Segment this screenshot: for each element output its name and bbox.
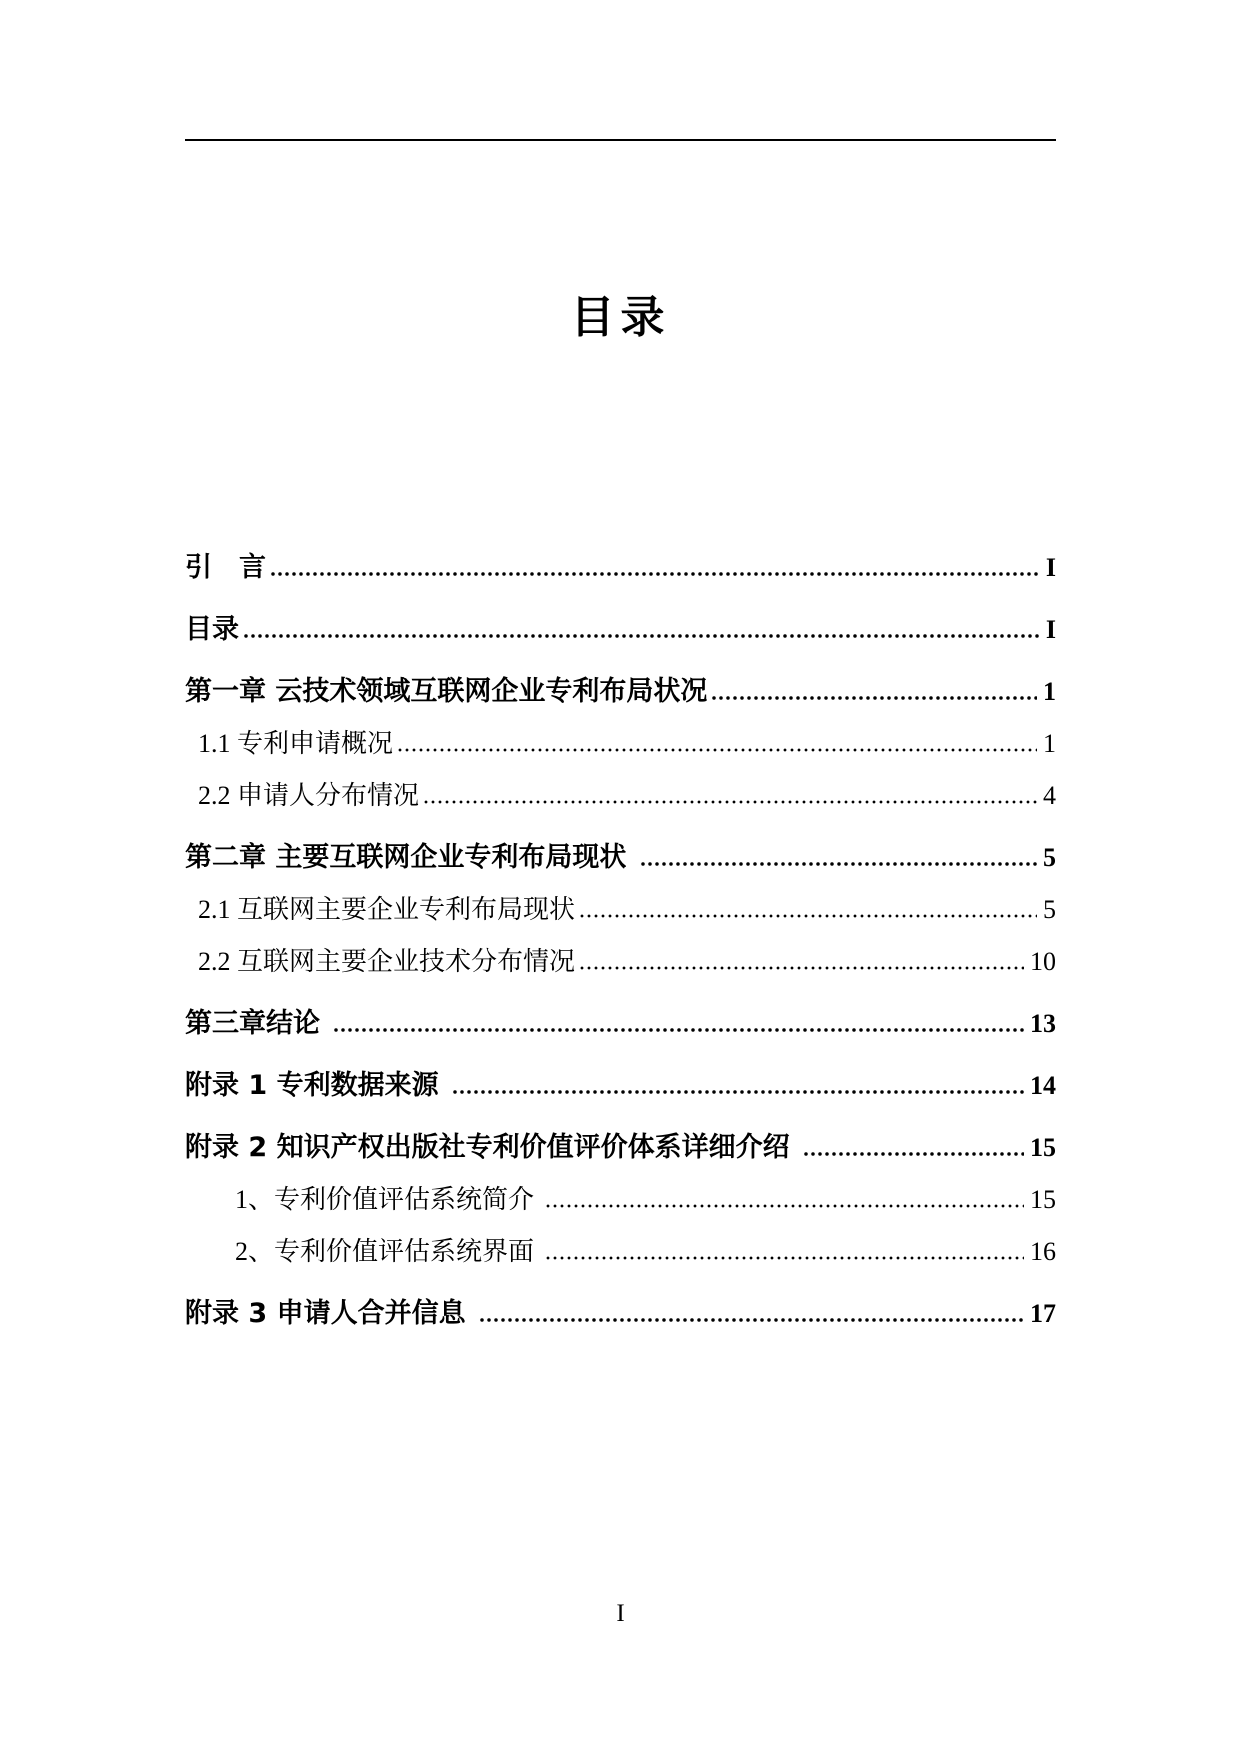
toc-entry[interactable] [185,678,1056,706]
dot-leader [545,1253,1024,1263]
toc-entry-label: 1、专利价值评估系统简介 [235,1185,541,1214]
page-title: 目录 [570,292,671,343]
toc-entry-label: 2.2 互联网主要企业技术分布情况 [198,947,576,976]
toc-page-number: 13 [1030,1009,1056,1038]
toc-entry-label: 附录 1 专利数据来源 [185,1070,448,1101]
dot-leader [479,1315,1024,1325]
toc-page-number: I [1045,615,1056,644]
toc-entry-label: 第一章 云技术领域互联网企业专利布局状况 [185,676,708,707]
toc-page-number: 5 [1043,895,1056,924]
toc-entry[interactable] [185,554,1056,582]
toc-entry-label: 第二章 主要互联网企业专利布局现状 [185,842,636,873]
dot-leader [423,797,1037,807]
toc-entry[interactable] [235,1186,1056,1214]
toc-entry[interactable] [185,1300,1056,1328]
dot-leader [579,911,1037,921]
toc-entry[interactable] [235,1238,1056,1266]
toc-page-number: 1 [1043,677,1056,706]
toc-entry-label: 第三章结论 [185,1008,330,1039]
toc-entry-label: 附录 3 申请人合并信息 [185,1298,475,1329]
footer-page-number: I [616,1600,625,1627]
dot-leader [452,1087,1024,1097]
dot-leader [333,1025,1024,1035]
toc-page-number: I [1045,553,1056,582]
toc-entry-label: 附录 2 知识产权出版社专利价值评价体系详细介绍 [185,1132,799,1163]
header-rule [185,139,1056,141]
dot-leader [803,1149,1024,1159]
dot-leader [243,631,1040,641]
toc-entry[interactable] [198,730,1056,758]
toc-entry-label: 目录 [185,614,239,645]
toc-page-number: 5 [1043,843,1056,872]
toc-page-number: 17 [1030,1299,1056,1328]
toc-entry[interactable] [198,896,1056,924]
toc-page-number: 15 [1030,1185,1056,1214]
toc-entry-label: 2、专利价值评估系统界面 [235,1237,541,1266]
toc-entry-label: 2.2 申请人分布情况 [198,781,420,810]
dot-leader [579,963,1024,973]
toc-page-number: 4 [1043,781,1056,810]
toc-entry[interactable] [185,1072,1056,1100]
toc-page-number: 15 [1030,1133,1056,1162]
dot-leader [545,1201,1024,1211]
toc-page-number: 10 [1030,947,1056,976]
toc-entry[interactable] [185,1134,1056,1162]
toc-entry-label: 引 言 [185,552,266,583]
toc-entry[interactable] [185,1010,1056,1038]
table-of-contents [185,520,1056,1328]
toc-entry[interactable] [198,782,1056,810]
toc-entry[interactable] [185,616,1056,644]
dot-leader [397,745,1037,755]
toc-page-number: 16 [1030,1237,1056,1266]
dot-leader [270,569,1040,579]
toc-page-number: 1 [1043,729,1056,758]
toc-page-number: 14 [1030,1071,1056,1100]
toc-entry[interactable] [198,948,1056,976]
toc-entry-label: 2.1 互联网主要企业专利布局现状 [198,895,576,924]
dot-leader [640,859,1037,869]
dot-leader [711,693,1037,703]
toc-entry-label: 1.1 专利申请概况 [198,729,394,758]
toc-entry[interactable] [185,844,1056,872]
